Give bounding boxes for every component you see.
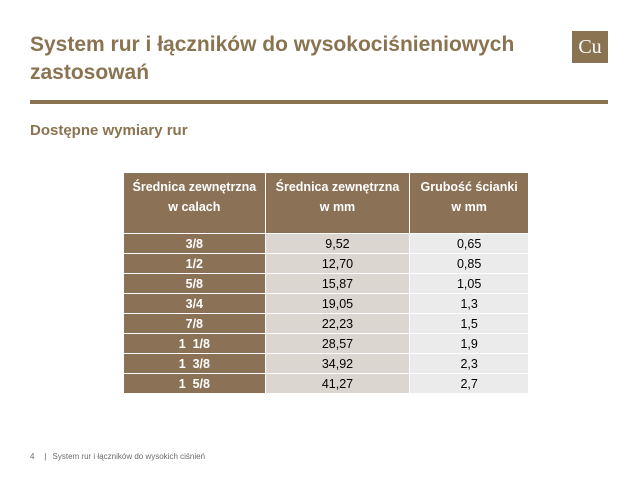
- cell-inches: 3/8: [124, 234, 266, 254]
- cell-thickness: 1,5: [410, 314, 529, 334]
- table-row: [124, 314, 529, 334]
- header-wall-thickness: Grubość ścianki w mm: [410, 173, 529, 234]
- table-header-row: [124, 173, 529, 234]
- cell-inches: 1 3/8: [124, 354, 266, 374]
- table-row: [124, 374, 529, 394]
- footer-text: System rur i łączników do wysokich ciśnień: [52, 452, 206, 461]
- cell-thickness: 0,85: [410, 254, 529, 274]
- table-row: [124, 334, 529, 354]
- table-row: [124, 234, 529, 254]
- cell-thickness: 2,3: [410, 354, 529, 374]
- cell-thickness: 1,9: [410, 334, 529, 354]
- copper-logo: Cu: [572, 31, 608, 63]
- pipe-dimensions-table: [123, 172, 529, 394]
- header-diameter-mm: Średnica zewnętrzna w mm: [265, 173, 410, 234]
- table-row: [124, 274, 529, 294]
- cell-mm: 28,57: [265, 334, 410, 354]
- cell-mm: 41,27: [265, 374, 410, 394]
- cell-mm: 22,23: [265, 314, 410, 334]
- cell-thickness: 1,05: [410, 274, 529, 294]
- table-row: [124, 294, 529, 314]
- cell-mm: 15,87: [265, 274, 410, 294]
- slide-title: System rur i łączników do wysokociśnieniowych zastosowań: [30, 33, 515, 84]
- slide-footer: [30, 452, 205, 461]
- table-row: [124, 354, 529, 374]
- table-row: [124, 254, 529, 274]
- footer-separator: |: [44, 452, 47, 461]
- cell-inches: 7/8: [124, 314, 266, 334]
- cell-thickness: 1,3: [410, 294, 529, 314]
- cell-mm: 9,52: [265, 234, 410, 254]
- cell-inches: 5/8: [124, 274, 266, 294]
- cell-inches: 1 1/8: [124, 334, 266, 354]
- page-number: 4: [30, 452, 35, 461]
- slide-subtitle: Dostępne wymiary rur: [30, 122, 188, 139]
- cell-thickness: 0,65: [410, 234, 529, 254]
- cell-mm: 34,92: [265, 354, 410, 374]
- cell-inches: 3/4: [124, 294, 266, 314]
- header-diameter-inches: Średnica zewnętrzna w calach: [124, 173, 266, 234]
- cell-inches: 1 5/8: [124, 374, 266, 394]
- cell-mm: 19,05: [265, 294, 410, 314]
- title-divider: [30, 100, 608, 104]
- cell-inches: 1/2: [124, 254, 266, 274]
- cell-mm: 12,70: [265, 254, 410, 274]
- cell-thickness: 2,7: [410, 374, 529, 394]
